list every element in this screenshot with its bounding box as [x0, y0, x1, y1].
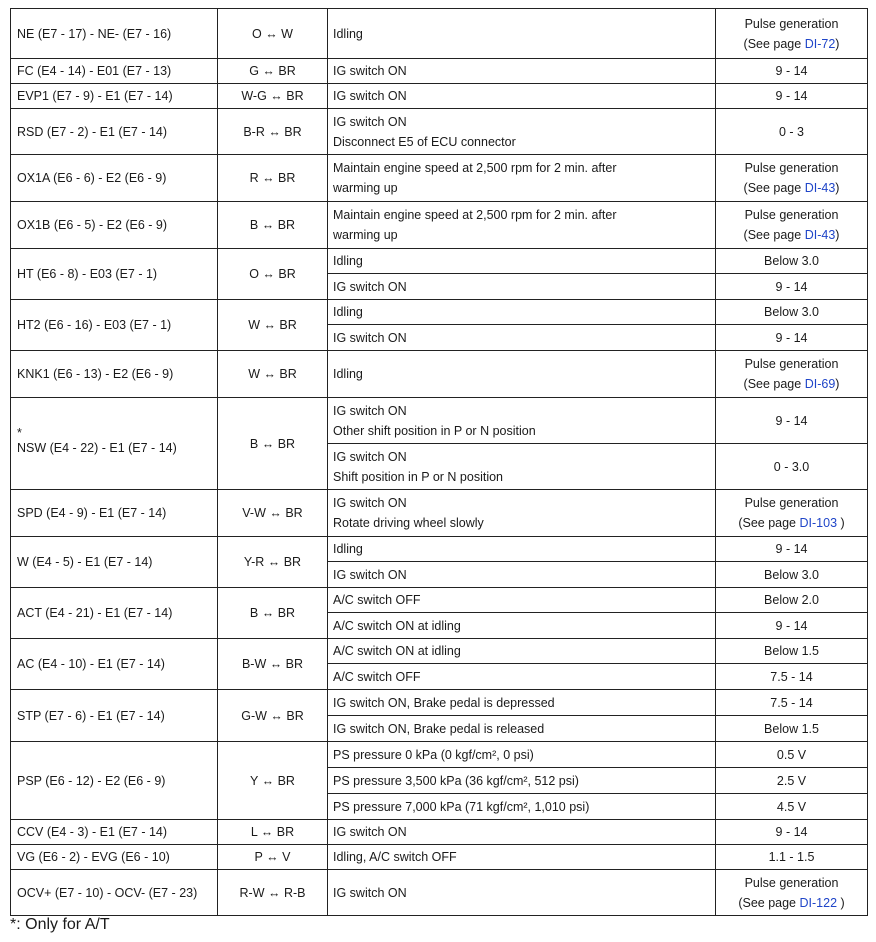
- see-page-suffix: ): [837, 516, 845, 530]
- table-row: [11, 690, 868, 716]
- specified-condition-cell: [716, 537, 868, 562]
- page-link[interactable]: DI-69: [804, 377, 836, 391]
- wiring-color-cell: O ↔ BR: [218, 249, 328, 300]
- terminal-cell: [11, 845, 218, 870]
- specified-condition-cell: [716, 690, 868, 716]
- terminal-label: AC (E4 - 10) - E1 (E7 - 14): [17, 657, 165, 671]
- wiring-color-cell: B-W ↔ BR: [218, 639, 328, 690]
- condition-line: Idling, A/C switch OFF: [333, 850, 457, 864]
- spec-line: 9 - 14: [775, 279, 808, 294]
- condition-cell: [328, 109, 716, 155]
- see-page-reference: [722, 225, 861, 245]
- wiring-color-cell: W-G ↔ BR: [218, 84, 328, 109]
- spec-line: Pulse generation: [744, 357, 839, 371]
- condition-line: Disconnect E5 of ECU connector: [333, 134, 516, 149]
- condition-cell: [328, 690, 716, 716]
- terminal-label: EVP1 (E7 - 9) - E1 (E7 - 14): [17, 89, 173, 103]
- specified-condition-cell: [716, 870, 868, 916]
- condition-line: IG switch ON: [333, 496, 407, 510]
- specified-condition-cell: [716, 845, 868, 870]
- terminal-label: OCV+ (E7 - 10) - OCV- (E7 - 23): [17, 885, 198, 900]
- specified-condition-cell: [716, 716, 868, 742]
- condition-line: Idling: [333, 26, 363, 41]
- terminal-label: VG (E6 - 2) - EVG (E6 - 10): [17, 850, 170, 864]
- terminal-cell: [11, 300, 218, 351]
- spec-line: 0 - 3.0: [773, 459, 810, 474]
- condition-line: IG switch ON: [333, 279, 407, 294]
- condition-line: PS pressure 0 kPa (0 kgf/cm², 0 psi): [333, 747, 534, 762]
- table-row: [11, 490, 868, 537]
- wiring-color-cell: B ↔ BR: [218, 398, 328, 490]
- specified-condition-cell: [716, 155, 868, 202]
- specified-condition-cell: [716, 84, 868, 109]
- terminal-cell: [11, 820, 218, 845]
- see-page-prefix: (See page: [743, 228, 805, 242]
- specified-condition-cell: [716, 742, 868, 768]
- spec-line: 9 - 14: [775, 64, 808, 78]
- specified-condition-cell: [716, 588, 868, 613]
- condition-cell: [328, 274, 716, 300]
- condition-line: Idling: [333, 542, 363, 556]
- table-row: [11, 537, 868, 562]
- condition-line: IG switch ON: [333, 114, 407, 129]
- wiring-color-cell: W ↔ BR: [218, 300, 328, 351]
- specified-condition-cell: [716, 562, 868, 588]
- condition-line: IG switch ON: [333, 89, 407, 103]
- spec-line: 2.5 V: [776, 773, 807, 788]
- specified-condition-cell: [716, 59, 868, 84]
- see-page-reference: [722, 893, 861, 913]
- see-page-prefix: (See page: [738, 895, 800, 910]
- see-page-prefix: (See page: [738, 516, 800, 530]
- terminal-cell: [11, 9, 218, 59]
- condition-cell: [328, 845, 716, 870]
- spec-line: 9 - 14: [775, 542, 808, 556]
- condition-cell: [328, 870, 716, 916]
- spec-line: 4.5 V: [776, 799, 807, 814]
- page-link[interactable]: DI-103: [799, 516, 838, 530]
- terminal-cell: [11, 59, 218, 84]
- spec-line: Below 1.5: [764, 721, 819, 736]
- terminal-cell: [11, 155, 218, 202]
- condition-cell: [328, 202, 716, 249]
- specified-condition-cell: [716, 613, 868, 639]
- condition-line: IG switch ON: [333, 64, 407, 78]
- page-link[interactable]: DI-122: [799, 895, 838, 910]
- see-page-suffix: ): [835, 377, 840, 391]
- condition-line: IG switch ON, Brake pedal is released: [333, 721, 545, 736]
- condition-line: A/C switch ON at idling: [333, 618, 461, 633]
- condition-line: Idling: [333, 254, 363, 268]
- spec-line: Pulse generation: [744, 208, 839, 222]
- spec-line: 7.5 - 14: [770, 695, 813, 710]
- terminal-cell: [11, 398, 218, 490]
- condition-cell: [328, 742, 716, 768]
- specified-condition-cell: [716, 398, 868, 444]
- spec-line: 1.1 - 1.5: [768, 850, 815, 864]
- table-row: [11, 59, 868, 84]
- spec-line: 9 - 14: [775, 89, 808, 103]
- wiring-color-cell: R-W ↔ R-B: [218, 870, 328, 916]
- specified-condition-cell: [716, 202, 868, 249]
- spec-line: Below 3.0: [764, 567, 819, 582]
- condition-cell: [328, 9, 716, 59]
- condition-line: IG switch ON, Brake pedal is depressed: [333, 695, 555, 710]
- see-page-suffix: ): [835, 36, 840, 51]
- condition-cell: [328, 794, 716, 820]
- condition-cell: [328, 716, 716, 742]
- see-page-prefix: (See page: [743, 377, 805, 391]
- wiring-color-cell: P ↔ V: [218, 845, 328, 870]
- terminal-cell: [11, 249, 218, 300]
- condition-cell: [328, 325, 716, 351]
- specified-condition-cell: [716, 794, 868, 820]
- see-page-reference: [722, 178, 861, 198]
- condition-line: warming up: [333, 181, 398, 195]
- specified-condition-cell: [716, 249, 868, 274]
- condition-cell: [328, 562, 716, 588]
- table-row: [11, 639, 868, 664]
- condition-cell: [328, 300, 716, 325]
- wiring-color-cell: G ↔ BR: [218, 59, 328, 84]
- terminal-cell: [11, 690, 218, 742]
- specified-condition-cell: [716, 274, 868, 300]
- spec-line: 9 - 14: [775, 413, 808, 428]
- specified-condition-cell: [716, 820, 868, 845]
- wiring-color-cell: G-W ↔ BR: [218, 690, 328, 742]
- condition-cell: [328, 537, 716, 562]
- table-row: [11, 155, 868, 202]
- see-page-prefix: (See page: [743, 181, 805, 195]
- spec-line: Below 3.0: [764, 305, 819, 319]
- see-page-suffix: ): [835, 228, 840, 242]
- condition-cell: [328, 613, 716, 639]
- spec-line: 7.5 - 14: [770, 669, 813, 684]
- table-row: [11, 84, 868, 109]
- condition-line: IG switch ON: [333, 449, 407, 464]
- condition-line: PS pressure 3,500 kPa (36 kgf/cm², 512 psi): [333, 773, 579, 788]
- condition-cell: [328, 639, 716, 664]
- terminal-cell: [11, 490, 218, 537]
- specified-condition-cell: [716, 768, 868, 794]
- condition-cell: [328, 444, 716, 490]
- see-page-suffix: ): [837, 895, 845, 910]
- specified-condition-cell: [716, 9, 868, 59]
- terminal-cell: [11, 109, 218, 155]
- condition-line: IG switch ON: [333, 403, 407, 418]
- terminal-cell: [11, 588, 218, 639]
- condition-cell: [328, 768, 716, 794]
- terminal-cell: [11, 351, 218, 398]
- wiring-color-cell: B ↔ BR: [218, 202, 328, 249]
- condition-cell: [328, 588, 716, 613]
- condition-line: PS pressure 7,000 kPa (71 kgf/cm², 1,010 psi): [333, 799, 590, 814]
- see-page-reference: [722, 374, 861, 394]
- condition-cell: [328, 59, 716, 84]
- terminal-label: OX1A (E6 - 6) - E2 (E6 - 9): [17, 171, 167, 185]
- condition-cell: [328, 490, 716, 537]
- table-row: [11, 249, 868, 274]
- page-link[interactable]: DI-43: [804, 228, 836, 242]
- spec-line: Below 1.5: [764, 644, 819, 658]
- specified-condition-cell: [716, 664, 868, 690]
- terminal-label: ACT (E4 - 21) - E1 (E7 - 14): [17, 606, 173, 620]
- terminal-label: NSW (E4 - 22) - E1 (E7 - 14): [17, 440, 177, 455]
- table-row: [11, 845, 868, 870]
- condition-cell: [328, 351, 716, 398]
- condition-line: Idling: [333, 367, 363, 381]
- terminal-label: SPD (E4 - 9) - E1 (E7 - 14): [17, 506, 167, 520]
- wiring-color-cell: B-R ↔ BR: [218, 109, 328, 155]
- terminal-cell: [11, 84, 218, 109]
- specified-condition-cell: [716, 490, 868, 537]
- condition-line: Maintain engine speed at 2,500 rpm for 2 min. after: [333, 161, 617, 175]
- condition-line: Idling: [333, 305, 363, 319]
- table-row: [11, 588, 868, 613]
- see-page-reference: [722, 34, 861, 54]
- wiring-color-cell: B ↔ BR: [218, 588, 328, 639]
- condition-cell: [328, 84, 716, 109]
- specified-condition-cell: [716, 639, 868, 664]
- terminal-label: W (E4 - 5) - E1 (E7 - 14): [17, 555, 153, 569]
- condition-line: IG switch ON: [333, 330, 407, 345]
- condition-line: Rotate driving wheel slowly: [333, 516, 484, 530]
- condition-line: Shift position in P or N position: [333, 469, 504, 484]
- spec-line: Below 3.0: [764, 254, 819, 268]
- wiring-color-cell: O ↔ W: [218, 9, 328, 59]
- specified-condition-cell: [716, 300, 868, 325]
- wiring-color-cell: Y-R ↔ BR: [218, 537, 328, 588]
- terminal-label: RSD (E7 - 2) - E1 (E7 - 14): [17, 124, 168, 139]
- see-page-prefix: (See page: [743, 36, 805, 51]
- wiring-color-cell: V-W ↔ BR: [218, 490, 328, 537]
- condition-cell: [328, 664, 716, 690]
- condition-cell: [328, 249, 716, 274]
- terminal-label: CCV (E4 - 3) - E1 (E7 - 14): [17, 825, 168, 839]
- terminal-cell: [11, 870, 218, 916]
- condition-line: IG switch ON: [333, 567, 407, 582]
- condition-line: warming up: [333, 228, 398, 242]
- terminal-cell: [11, 202, 218, 249]
- spec-line: Pulse generation: [744, 161, 839, 175]
- terminal-cell: [11, 537, 218, 588]
- table-row: [11, 109, 868, 155]
- table-row: [11, 870, 868, 916]
- spec-line: Pulse generation: [744, 496, 839, 510]
- condition-cell: [328, 155, 716, 202]
- spec-line: Pulse generation: [744, 16, 839, 31]
- table-row: [11, 742, 868, 768]
- terminal-label: STP (E7 - 6) - E1 (E7 - 14): [17, 708, 165, 723]
- table-row: [11, 351, 868, 398]
- wiring-color-cell: W ↔ BR: [218, 351, 328, 398]
- condition-line: A/C switch OFF: [333, 669, 421, 684]
- specified-condition-cell: [716, 325, 868, 351]
- specified-condition-cell: [716, 351, 868, 398]
- spec-line: 9 - 14: [775, 330, 808, 345]
- terminal-label: HT (E6 - 8) - E03 (E7 - 1): [17, 267, 158, 281]
- wiring-color-cell: Y ↔ BR: [218, 742, 328, 820]
- table-row: [11, 398, 868, 444]
- terminal-label: NE (E7 - 17) - NE- (E7 - 16): [17, 26, 172, 41]
- page-link[interactable]: DI-43: [804, 181, 836, 195]
- specified-condition-cell: [716, 444, 868, 490]
- terminal-spec-table: [10, 8, 868, 916]
- condition-cell: [328, 820, 716, 845]
- terminal-label: PSP (E6 - 12) - E2 (E6 - 9): [17, 773, 166, 788]
- terminal-label: HT2 (E6 - 16) - E03 (E7 - 1): [17, 318, 172, 332]
- table-row: [11, 9, 868, 59]
- at-only-marker: *: [17, 425, 22, 440]
- spec-line: Below 2.0: [764, 593, 819, 607]
- see-page-suffix: ): [835, 181, 840, 195]
- terminal-label: KNK1 (E6 - 13) - E2 (E6 - 9): [17, 367, 174, 381]
- spec-line: 0 - 3: [778, 124, 804, 139]
- condition-line: A/C switch OFF: [333, 593, 421, 607]
- table-row: [11, 300, 868, 325]
- condition-line: A/C switch ON at idling: [333, 644, 461, 658]
- condition-line: Other shift position in P or N position: [333, 423, 536, 438]
- table-row: [11, 202, 868, 249]
- specified-condition-cell: [716, 109, 868, 155]
- terminal-cell: [11, 742, 218, 820]
- see-page-reference: [722, 513, 861, 533]
- table-row: [11, 820, 868, 845]
- spec-line: Pulse generation: [744, 875, 839, 890]
- page-link[interactable]: DI-72: [804, 36, 836, 51]
- spec-line: 9 - 14: [775, 825, 808, 839]
- condition-line: Maintain engine speed at 2,500 rpm for 2 min. after: [333, 208, 617, 222]
- condition-cell: [328, 398, 716, 444]
- wiring-color-cell: L ↔ BR: [218, 820, 328, 845]
- terminal-label: OX1B (E6 - 5) - E2 (E6 - 9): [17, 218, 168, 232]
- wiring-color-cell: R ↔ BR: [218, 155, 328, 202]
- spec-line: 0.5 V: [776, 747, 807, 762]
- spec-line: 9 - 14: [775, 618, 808, 633]
- terminal-label: FC (E4 - 14) - E01 (E7 - 13): [17, 64, 172, 78]
- condition-line: IG switch ON: [333, 885, 407, 900]
- condition-line: IG switch ON: [333, 825, 407, 839]
- terminal-cell: [11, 639, 218, 690]
- footnote: *: Only for A/T: [10, 916, 110, 933]
